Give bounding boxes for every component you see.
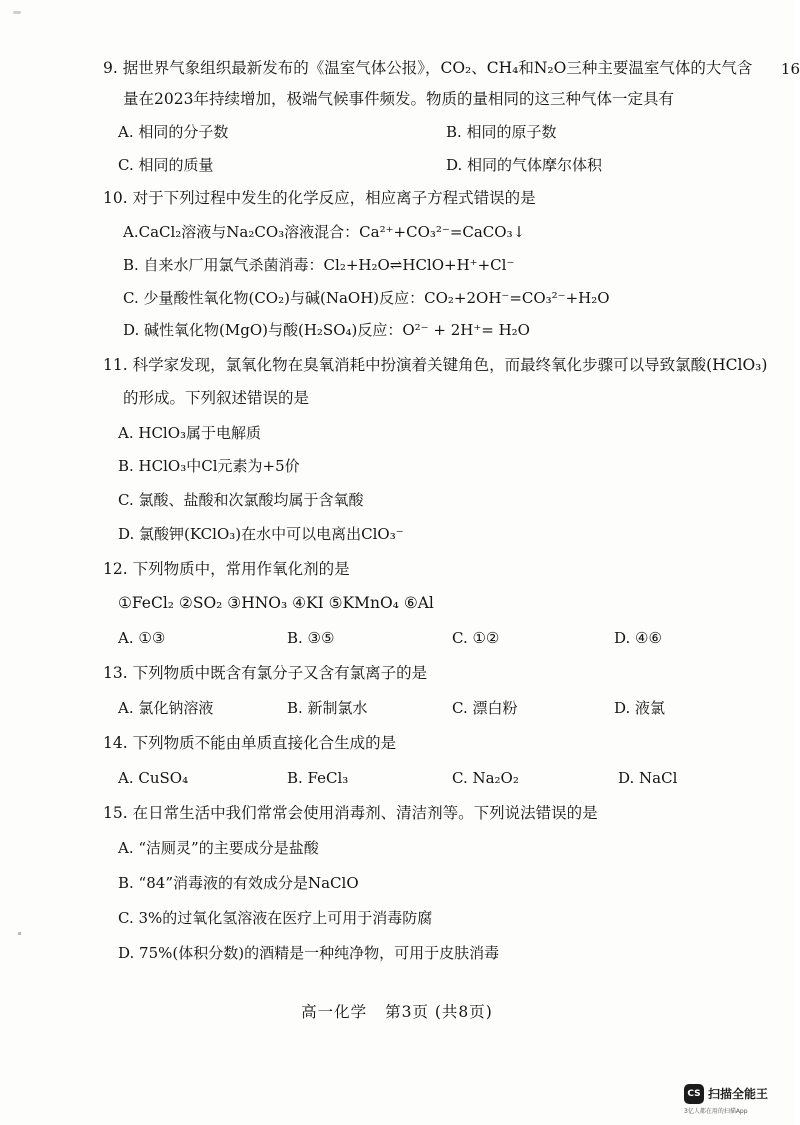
question-11-option-d: D. 氯酸钾(KClO₃)在水中可以电离出ClO₃⁻ [118, 525, 404, 543]
page-edge-number: 16 [780, 60, 800, 78]
question-11-option-c: C. 氯酸、盐酸和次氯酸均属于含氧酸 [118, 491, 364, 509]
question-10-option-a: A.CaCl₂溶液与Na₂CO₃溶液混合：Ca²⁺+CO₃²⁻=CaCO₃↓ [123, 223, 526, 241]
question-10-stem: 10. 对于下列过程中发生的化学反应，相应离子方程式错误的是 [103, 189, 536, 207]
scanner-app-name: 扫描全能王 [708, 1087, 769, 1101]
question-12-stem: 12. 下列物质中，常用作氧化剂的是 [103, 560, 350, 578]
question-12-option-a: A. ①③ [118, 629, 166, 647]
question-13-option-d: D. 液氯 [614, 699, 666, 717]
question-12-option-d: D. ④⑥ [614, 629, 662, 647]
question-15-option-b: B. “84”消毒液的有效成分是NaClO [118, 874, 359, 892]
question-10-option-c: C. 少量酸性氧化物(CO₂)与碱(NaOH)反应：CO₂+2OH⁻=CO₃²⁻+H₂O [123, 289, 610, 307]
question-14-stem: 14. 下列物质不能由单质直接化合生成的是 [103, 734, 397, 752]
question-14-option-d: D. NaCl [618, 769, 678, 787]
scan-artifact-dot [18, 932, 21, 935]
question-11-stem-line-1: 11. 科学家发现，氯氧化物在臭氧消耗中扮演着关键角色，而最终氧化步骤可以导致氯酸(HClO₃) [103, 356, 768, 374]
question-15-option-a: A. “洁厕灵”的主要成分是盐酸 [118, 839, 319, 857]
question-12-option-b: B. ③⑤ [287, 629, 335, 647]
question-9-option-d: D. 相同的气体摩尔体积 [446, 156, 603, 174]
question-15-option-d: D. 75%(体积分数)的酒精是一种纯净物，可用于皮肤消毒 [118, 944, 500, 962]
question-9-stem-line-2: 量在2023年持续增加，极端气候事件频发。物质的量相同的这三种气体一定具有 [123, 90, 674, 108]
question-13-option-a: A. 氯化钠溶液 [118, 699, 214, 717]
question-11-option-b: B. HClO₃中Cl元素为+5价 [118, 457, 300, 475]
question-14-option-c: C. Na₂O₂ [452, 769, 519, 787]
scan-artifact [13, 11, 21, 14]
question-11-option-a: A. HClO₃属于电解质 [118, 424, 262, 442]
question-9-option-b: B. 相同的原子数 [446, 123, 557, 141]
footer-subject: 高一化学 [301, 1003, 368, 1021]
question-9-option-c: C. 相同的质量 [118, 156, 214, 174]
question-12-option-c: C. ①② [452, 629, 500, 647]
question-15-stem: 15. 在日常生活中我们常常会使用消毒剂、清洁剂等。下列说法错误的是 [103, 804, 598, 822]
question-14-option-b: B. FeCl₃ [287, 769, 349, 787]
question-10-option-d: D. 碱性氧化物(MgO)与酸(H₂SO₄)反应：O²⁻ + 2H⁺= H₂O [123, 321, 530, 339]
question-10-option-b: B. 自来水厂用氯气杀菌消毒：Cl₂+H₂O⇌HClO+H⁺+Cl⁻ [123, 256, 515, 274]
page-footer [0, 1000, 794, 1022]
question-9-option-a: A. 相同的分子数 [118, 123, 229, 141]
question-15-option-c: C. 3%的过氧化氢溶液在医疗上可用于消毒防腐 [118, 909, 433, 927]
scanner-watermark [684, 1083, 788, 1119]
scanner-tagline: 3亿人都在用的扫描App [684, 1108, 748, 1115]
question-12-substances: ①FeCl₂ ②SO₂ ③HNO₃ ④KI ⑤KMnO₄ ⑥Al [118, 594, 434, 612]
question-13-stem: 13. 下列物质中既含有氯分子又含有氯离子的是 [103, 664, 428, 682]
scanner-logo: CS [684, 1084, 704, 1104]
question-13-option-b: B. 新制氯水 [287, 699, 368, 717]
question-11-stem-line-2: 的形成。下列叙述错误的是 [123, 389, 310, 407]
footer-page-info: 第3页 (共8页) [385, 1003, 493, 1021]
question-14-option-a: A. CuSO₄ [118, 769, 189, 787]
question-9-stem-line-1: 9. 据世界气象组织最新发布的《温室气体公报》，CO₂、CH₄和N₂O三种主要温室气体的大气含 [103, 59, 753, 77]
question-13-option-c: C. 漂白粉 [452, 699, 518, 717]
